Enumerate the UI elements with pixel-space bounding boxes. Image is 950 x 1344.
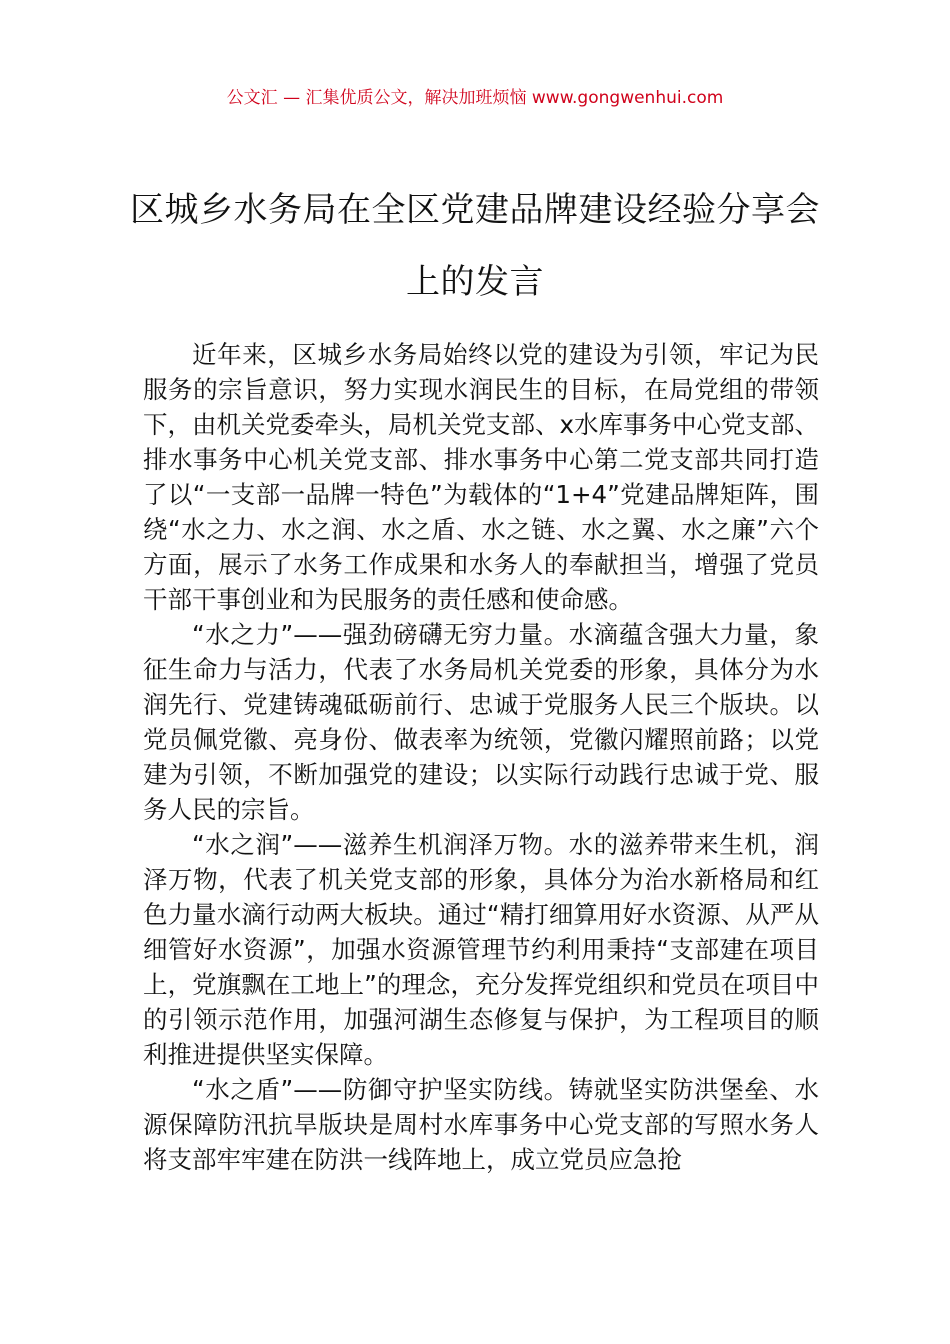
paragraph-shui-zhi-li: “水之力”——强劲磅礴无穷力量。水滴蕴含强大力量，象征生命力与活力，代表了水务局机关党委的形象，具体分为水润先行、党建铸魂砥砺前行、忠诚于党服务人民三个版块。以党员佩党徽、亮身份、做表率为统领，党徽闪耀照前路；以党建为引领，不断加强党的建设；以实际行动践行忠诚于党、服务人民的宗旨。 [143,620,819,824]
paragraph-shui-zhi-run: “水之润”——滋养生机润泽万物。水的滋养带来生机，润泽万物，代表了机关党支部的形象，具体分为治水新格局和红色力量水滴行动两大板块。通过“精打细算用好水资源、从严从细管好水资源”，加强水资源管理节约利用秉持“支部建在项目上，党旗飘在工地上”的理念，充分发挥党组织和党员在项目中的引领示范作用，加强河湖生态修复与保护，为工程项目的顺利推进提供坚实保障。 [143,830,819,1069]
site-header-banner: 公文汇 — 汇集优质公文，解决加班烦恼 www.gongwenhui.com [226,88,724,108]
document-title: 区城乡水务局在全区党建品牌建设经验分享会上的发言 [130,190,820,302]
paragraph-shui-zhi-dun: “水之盾”——防御守护坚实防线。铸就坚实防洪堡垒、水源保障防汛抗旱版块是周村水库事务中心党支部的写照水务人将支部牢牢建在防洪一线阵地上，成立党员应急抢 [143,1075,819,1174]
paragraph-intro: 近年来，区城乡水务局始终以党的建设为引领，牢记为民服务的宗旨意识，努力实现水润民生的目标，在局党组的带领下，由机关党委牵头，局机关党支部、x水库事务中心党支部、排水事务中心机关党支部、排水事务中心第二党支部共同打造了以“一支部一品牌一特色”为载体的“1+4”党建品牌矩阵，围绕“水之力、水之润、水之盾、水之链、水之翼、水之廉”六个方面，展示了水务工作成果和水务人的奉献担当，增强了党员干部干事创业和为民服务的责任感和使命感。 [143,340,819,614]
document-body [143,337,819,1177]
